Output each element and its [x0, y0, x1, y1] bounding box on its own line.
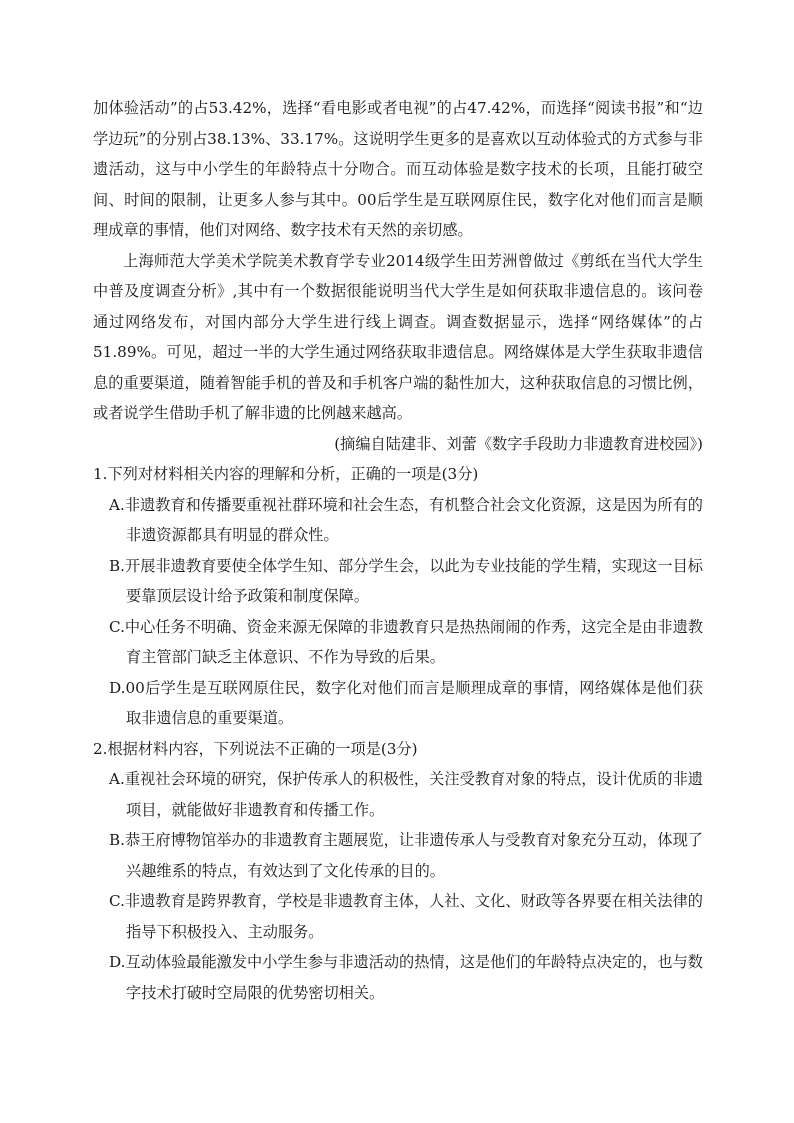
- question-1-option-c: C.中心任务不明确、资金来源无保障的非遗教育只是热热闹闹的作秀，这完全是由非遗教育主管部门缺乏主体意识、不作为导致的后果。: [109, 617, 703, 666]
- question-2-option-b: B.恭王府博物馆举办的非遗教育主题展览，让非遗传承人与受教育对象充分互动，体现了兴趣维系的特点，有效达到了文化传承的目的。: [109, 831, 703, 880]
- document-page: [93, 93, 703, 1008]
- question-2-option-d: D.互动体验最能激发中小学生参与非遗活动的热情，这是他们的年龄特点决定的，也与数字技术打破时空局限的优势密切相关。: [109, 953, 703, 1002]
- passage-source: (摘编自陆建非、刘蕾《数字手段助力非遗教育进校园》): [334, 434, 703, 453]
- question-1-option-d: D.00后学生是互联网原住民，数字化对他们而言是顺理成章的事情，网络媒体是他们获取非遗信息的重要渠道。: [109, 678, 703, 727]
- question-1: [93, 459, 703, 734]
- question-1-option-b: B.开展非遗教育要使全体学生知、部分学生会，以此为专业技能的学生精，实现这一目标要靠顶层设计给予政策和制度保障。: [109, 556, 703, 605]
- passage-paragraph-1: 加体验活动”的占53.42%，选择“看电影或者电视”的占47.42%，而选择“阅读书报”和“边学边玩”的分别占38.13%、33.17%。这说明学生更多的是喜欢以互动体验式的方式参与非遗活动，这与中小学生的年龄特点十分吻合。而互动体验是数字技术的长项，且能打破空间、时间的限制，让更多人参与其中。00后学生是互联网原住民，数字化对他们而言是顺理成章的事情，他们对网络、数字技术有天然的亲切感。: [93, 99, 703, 239]
- question-2: [93, 734, 703, 1009]
- question-2-stem: 2.根据材料内容，下列说法不正确的一项是(3分): [93, 739, 418, 758]
- passage-paragraph-2: 上海师范大学美术学院美术教育学专业2014级学生田芳洲曾做过《剪纸在当代大学生中普及度调查分析》,其中有一个数据很能说明当代大学生是如何获取非遗信息的。该问卷通过网络发布，对国内部分大学生进行线上调查。调查数据显示，选择“网络媒体”的占51.89%。可见，超过一半的大学生通过网络获取非遗信息。网络媒体是大学生获取非遗信息的重要渠道，随着智能手机的普及和手机客户端的黏性加大，这种获取信息的习惯比例，或者说学生借助手机了解非遗的比例越来越高。: [93, 251, 703, 422]
- question-2-option-a: A.重视社会环境的研究，保护传承人的积极性，关注受教育对象的特点，设计优质的非遗项目，就能做好非遗教育和传播工作。: [109, 770, 703, 819]
- question-1-option-a: A.非遗教育和传播要重视社群环境和社会生态，有机整合社会文化资源，这是因为所有的非遗资源都具有明显的群众性。: [109, 495, 703, 544]
- question-1-stem: 1.下列对材料相关内容的理解和分析，正确的一项是(3分): [93, 465, 479, 483]
- question-2-option-c: C.非遗教育是跨界教育，学校是非遗教育主体，人社、文化、财政等各界要在相关法律的指导下积极投入、主动服务。: [109, 892, 703, 941]
